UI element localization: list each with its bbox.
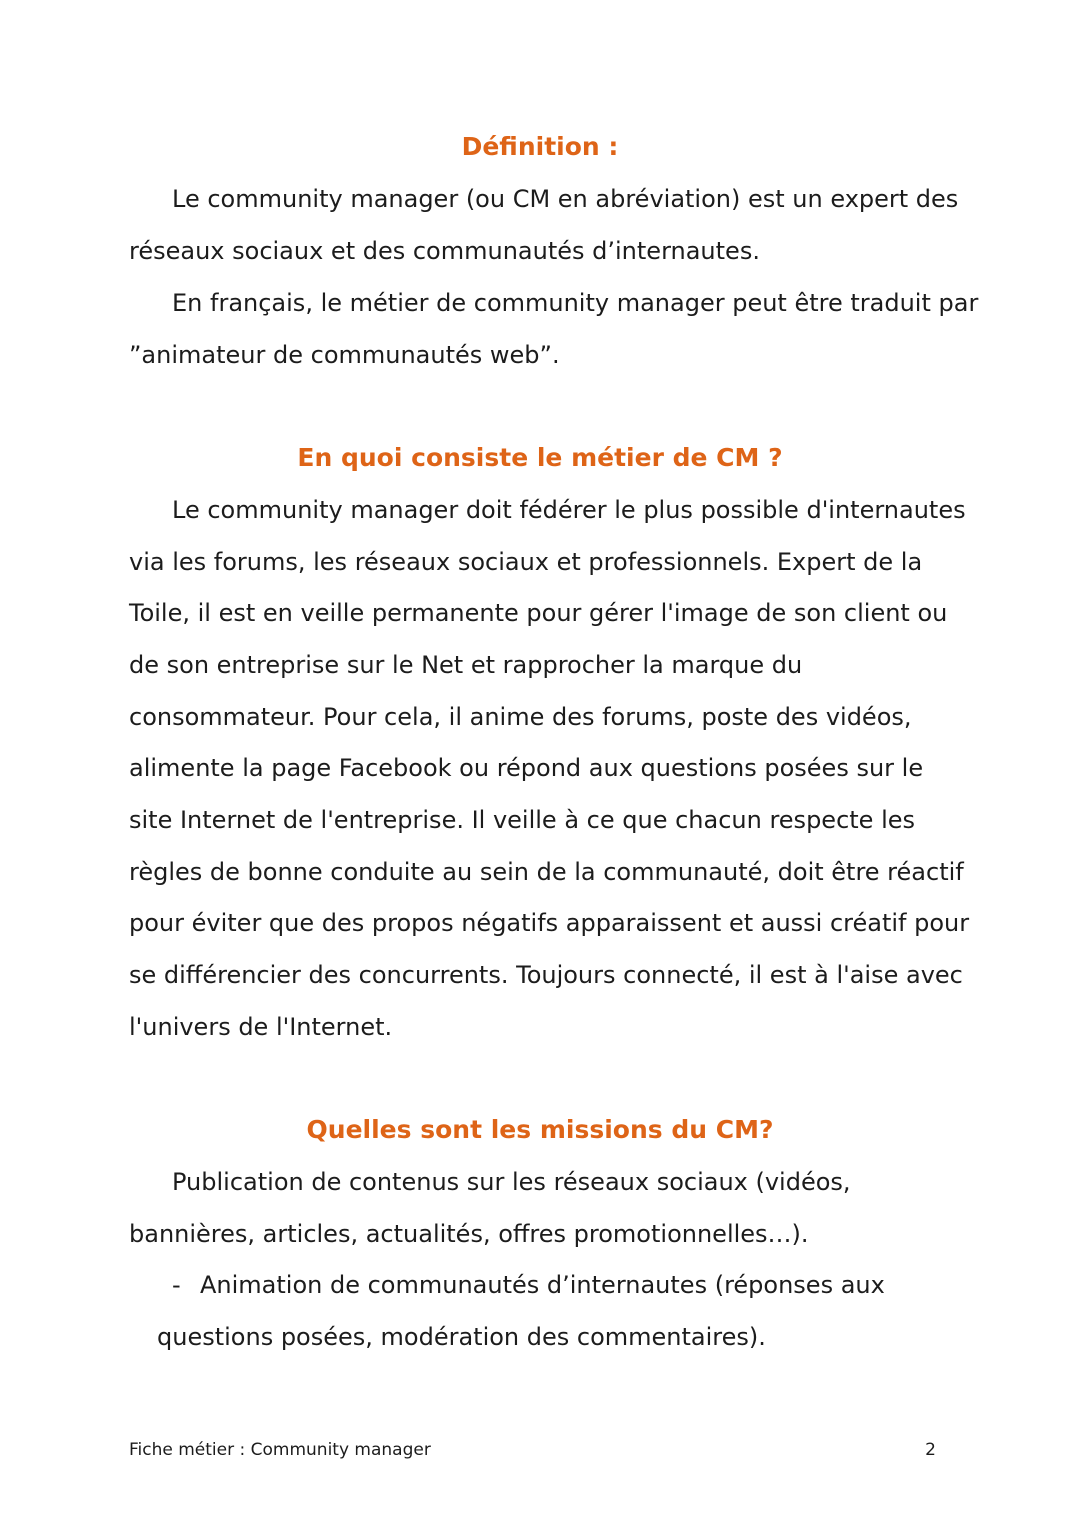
paragraph-line: Le community manager (ou CM en abréviation) est un expert des [172,185,959,213]
paragraph-line: Publication de contenus sur les réseaux sociaux (vidéos, [172,1168,851,1196]
paragraph-line: se différencier des concurrents. Toujours connecté, il est à l'aise avec [129,961,963,989]
paragraph-line: site Internet de l'entreprise. Il veille à ce que chacun respecte les [129,806,915,834]
section-heading-metier: En quoi consiste le métier de CM ? [297,443,783,472]
list-item-line: questions posées, modération des commentaires). [157,1323,766,1351]
paragraph-line: via les forums, les réseaux sociaux et professionnels. Expert de la [129,548,923,576]
paragraph-line: bannières, articles, actualités, offres promotionnelles…). [129,1220,809,1248]
paragraph-line: alimente la page Facebook ou répond aux questions posées sur le [129,754,924,782]
page-number: 2 [925,1440,936,1460]
paragraph-line: règles de bonne conduite au sein de la communauté, doit être réactif [129,858,964,886]
section-heading-missions: Quelles sont les missions du CM? [306,1115,774,1144]
paragraph-line: pour éviter que des propos négatifs apparaissent et aussi créatif pour [129,909,970,937]
paragraph-line: de son entreprise sur le Net et rapprocher la marque du [129,651,803,679]
paragraph-line: En français, le métier de community manager peut être traduit par [172,289,979,317]
paragraph-line: consommateur. Pour cela, il anime des forums, poste des vidéos, [129,703,912,731]
paragraph-line: réseaux sociaux et des communautés d’internautes. [129,237,760,265]
paragraph-line: Le community manager doit fédérer le plus possible d'internautes [172,496,966,524]
list-item-line: Animation de communautés d’internautes (réponses aux [200,1271,885,1299]
bullet-dash: - [172,1271,181,1299]
paragraph-line: l'univers de l'Internet. [129,1013,393,1041]
footer-title: Fiche métier : Community manager [129,1440,431,1460]
paragraph-line: Toile, il est en veille permanente pour gérer l'image de son client ou [129,599,948,627]
paragraph-line: ”animateur de communautés web”. [129,341,560,369]
section-heading-definition: Définition : [461,132,619,161]
